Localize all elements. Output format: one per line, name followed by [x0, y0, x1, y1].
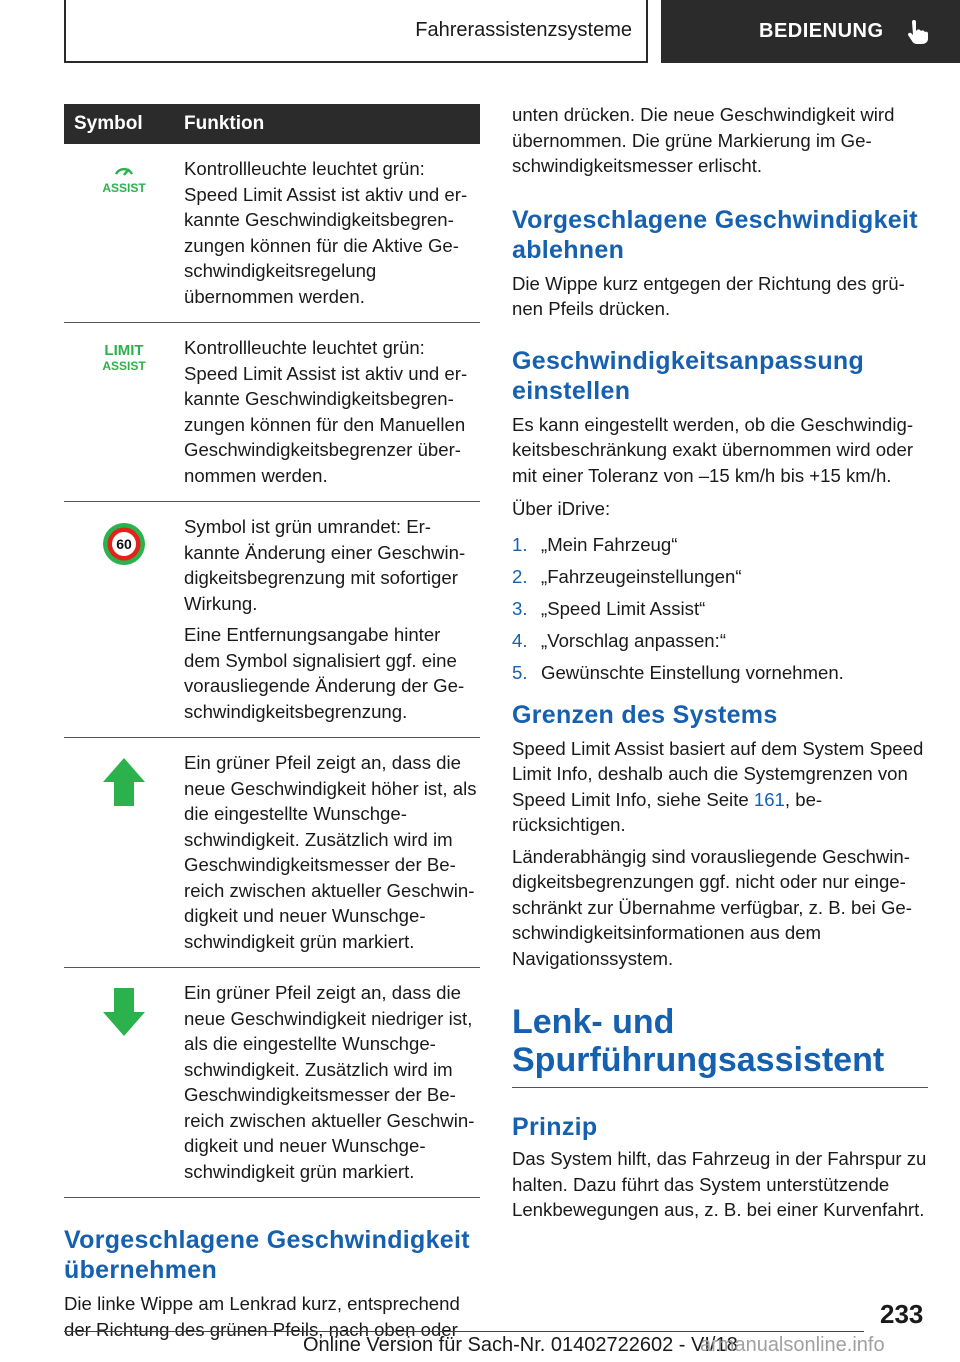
step-number: 5.: [512, 661, 528, 683]
list-item: [512, 660, 928, 692]
step-number: 2.: [512, 565, 528, 587]
step-text: Gewünschte Einstellung vornehmen.: [541, 661, 844, 683]
idrive-steps: [512, 532, 928, 692]
table-header-row: [64, 104, 480, 144]
table-row: [64, 968, 480, 1198]
step-text: „Vorschlag anpassen:“: [541, 629, 727, 651]
green-arrow-down-icon: [101, 986, 147, 1038]
column-header-function: Funktion: [184, 104, 480, 144]
function-text: Kontrollleuchte leuchtet grün: Speed Limit Assist ist aktiv und erkannte Geschwindigkeitsbegrenzungen können für den Manuellen Geschwindigkeitsbegrenzer übernommen werden.: [184, 337, 468, 486]
heading-speed-adjustment: Geschwindigkeitsanpassung einstellen: [512, 346, 865, 405]
chapter-divider: [512, 1087, 928, 1088]
accept-suggested-speed-text: Die linke Wippe am Lenkrad kurz, entsprechend der Richtung des grünen Pfeils, nach oben oder: [64, 1293, 460, 1340]
header-section-title: Fahrerassistenzsysteme: [415, 19, 632, 41]
right-column: [512, 102, 928, 1223]
assist-gauge-icon: [100, 162, 148, 196]
function-text: Eine Entfernungsangabe hinter dem Symbol signalisiert ggf. eine vorausliegende Änderung der Geschwindigkeitsbegrenzung.: [184, 624, 465, 722]
function-text: Ein grüner Pfeil zeigt an, dass die neue Geschwindigkeit höher ist, als die eingestellte Wunschgeschwindigkeit. Zusätzlich wird im Geschwindigkeitsmesser der Bereich zwischen aktueller Geschwindigkeit und neuer Wunschgeschwindigkeit grün markiert.: [184, 752, 477, 952]
green-arrow-up-icon: [101, 756, 147, 808]
principle-text: Das System hilft, das Fahrzeug in der Fahrspur zu halten. Dazu führt das System unterstützende Lenkbewegungen aus, z. B. bei einer Kurvenfahrt.: [512, 1148, 927, 1220]
step-number: 1.: [512, 533, 528, 555]
step-text: „Speed Limit Assist“: [541, 597, 706, 619]
function-text: Kontrollleuchte leuchtet grün: Speed Limit Assist ist aktiv und erkannte Geschwindigkeitsbegrenzungen können für die Aktive Geschwindigkeitsregelung übernommen werden.: [184, 158, 468, 307]
limit-icon-label-top: LIMIT: [104, 342, 144, 359]
symbol-cell: [64, 323, 184, 502]
function-text: Symbol ist grün umrandet: Erkannte Änderung einer Geschwindigkeitsbegrenzung mit sofortiger Wirkung.: [184, 516, 466, 614]
chapter-heading: Lenk- und Spurführungsassistent: [512, 1003, 885, 1079]
system-limits-text-a: Speed Limit Assist basiert auf dem System Speed Limit Info, deshalb auch die Systemgrenzen von Speed Limit Info, siehe Seite: [512, 737, 924, 810]
system-limits-text-2: Länderabhängig sind vorausliegende Geschwindigkeitsbegrenzungen ggf. nicht oder nur eingeschränkt zur Übernahme verfügbar, z. B. bei Geschwindigkeitsinformationen aus dem Navigationssystem.: [512, 845, 912, 969]
speed-limit-sign-icon: [100, 520, 148, 568]
function-cell: [184, 502, 480, 738]
hand-pointer-icon: [906, 20, 928, 44]
symbol-cell: [64, 738, 184, 968]
list-item: [512, 532, 928, 564]
list-item: [512, 564, 928, 596]
step-text: „Fahrzeugeinstellungen“: [541, 565, 742, 587]
header-chapter-title: BEDIENUNG: [759, 20, 884, 42]
symbol-table: [64, 104, 480, 1198]
speed-sign-value: 60: [116, 536, 132, 552]
speed-adjustment-text: Es kann eingestellt werden, ob die Geschwindigkeitsbeschränkung exakt übernommen wird oder mit einer Toleranz von –15 km/h bis +15 km/h.: [512, 413, 914, 486]
limit-assist-icon: [98, 341, 150, 375]
assist-icon-label: ASSIST: [102, 181, 146, 195]
step-number: 4.: [512, 629, 528, 651]
table-row: [64, 738, 480, 968]
page-reference-link[interactable]: 161: [753, 788, 785, 810]
heading-system-limits: Grenzen des Systems: [512, 700, 778, 729]
header-chapter-tab: [661, 0, 960, 63]
footer-version: Online Version für Sach-Nr. 01402722602 - VI/18: [303, 1334, 738, 1356]
function-cell: [184, 144, 480, 323]
watermark: armanualsonline.info: [700, 1334, 885, 1356]
table-row: [64, 502, 480, 738]
symbol-cell: [64, 502, 184, 738]
left-column: [64, 104, 480, 1342]
step-text: „Mein Fahrzeug“: [541, 533, 678, 555]
list-item: [512, 628, 928, 660]
heading-accept-suggested-speed: Vorgeschlagene Geschwindigkeit übernehmen: [64, 1226, 470, 1284]
system-limits-text-b: , berücksichtigen.: [512, 788, 823, 835]
column-header-symbol: Symbol: [64, 104, 184, 144]
idrive-label: Über iDrive:: [512, 498, 611, 519]
header-section-tab: [64, 0, 648, 63]
step-number: 3.: [512, 597, 528, 619]
list-item: [512, 596, 928, 628]
continuation-text: unten drücken. Die neue Geschwindigkeit wird übernommen. Die grüne Markierung im Geschwindigkeitsmesser erlischt.: [512, 104, 895, 176]
heading-reject-suggested-speed: Vorgeschlagene Geschwindigkeit ablehnen: [512, 205, 918, 264]
system-limits-text: [512, 736, 928, 838]
footer-divider: [64, 1331, 864, 1332]
limit-icon-label-bottom: ASSIST: [102, 359, 146, 373]
symbol-cell: [64, 144, 184, 323]
heading-principle: Prinzip: [512, 1113, 598, 1141]
reject-suggested-speed-text: Die Wippe kurz entgegen der Richtung des grünen Pfeils drücken.: [512, 272, 905, 319]
page-number: 233: [880, 1299, 924, 1329]
function-cell: [184, 738, 480, 968]
function-cell: [184, 323, 480, 502]
symbol-cell: [64, 968, 184, 1198]
table-row: [64, 323, 480, 502]
function-cell: [184, 968, 480, 1198]
table-row: [64, 144, 480, 323]
function-text: Ein grüner Pfeil zeigt an, dass die neue Geschwindigkeit niedriger ist, als die eingestellte Wunschgeschwindigkeit. Zusätzlich wird im Geschwindigkeitsmesser der Bereich zwischen aktueller Geschwindigkeit und neuer Wunschgeschwindigkeit grün markiert.: [184, 982, 475, 1182]
